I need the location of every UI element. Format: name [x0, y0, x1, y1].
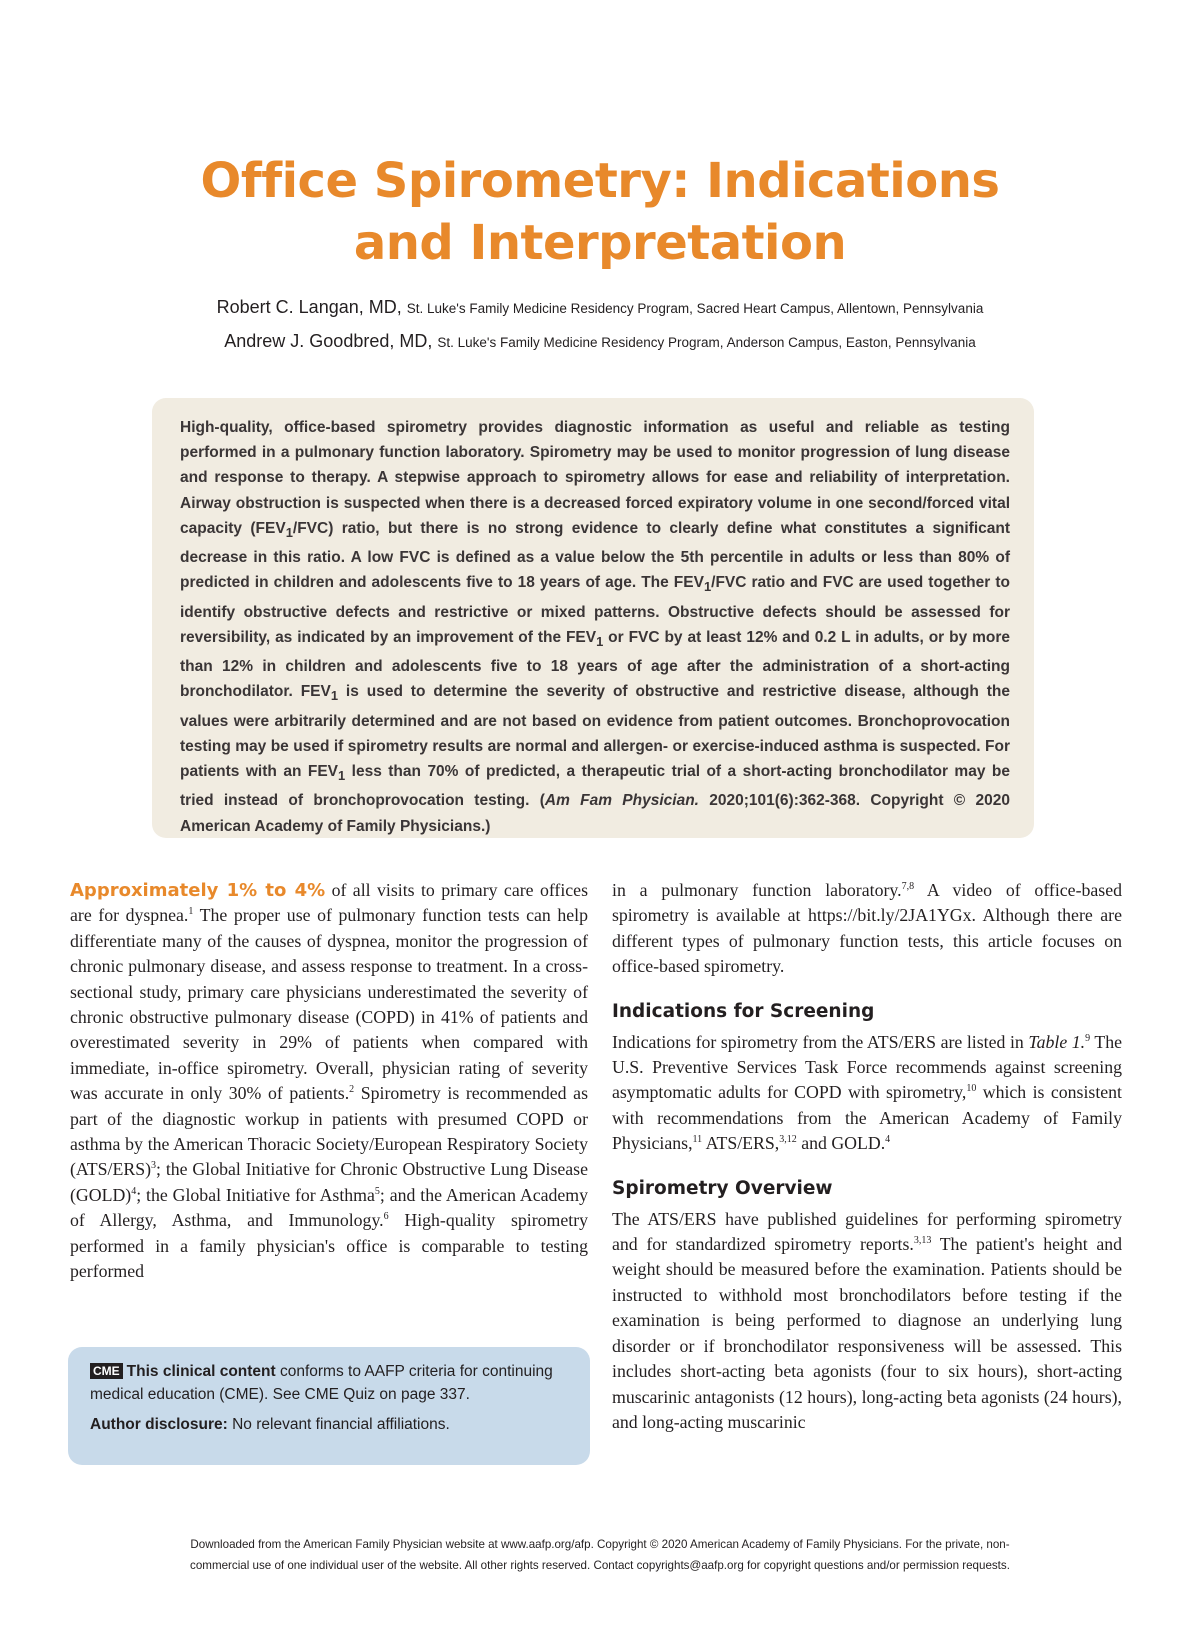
- reference: 4: [885, 1134, 891, 1146]
- abstract-part: is used to determine the severity of obstructive and restrictive disease, although the values were arbitrarily determined and are not based on evidence from patient outcomes. Bronchoprovocation testing may be used if spirometry results are normal and allergen- or exercise-induced asthma is suspected. For patients with an FEV: [180, 683, 1010, 781]
- reference: 5: [374, 1185, 380, 1197]
- subscript: 1: [338, 768, 346, 784]
- text-run: and GOLD.: [796, 1133, 886, 1154]
- reference: 11: [692, 1134, 703, 1146]
- author-1-affiliation: St. Luke's Family Medicine Residency Program, Sacred Heart Campus, Allentown, Pennsylvania: [406, 301, 984, 316]
- cme-bold: This clinical content: [126, 1363, 276, 1380]
- reference: 3,12: [779, 1134, 797, 1146]
- text-run: of all visits to primary care offices are for dyspnea.: [70, 880, 588, 926]
- body-column-right: [612, 878, 1122, 1435]
- reference: 9: [1085, 1032, 1091, 1044]
- citation-rest: 2020;101(6):362-368. Copyright © 2020 American Academy of Family Physicians.): [180, 792, 1010, 835]
- abstract-part: less than 70% of predicted, a therapeutic trial of a short-acting bronchodilator may be tried instead of bronchoprovocation testing. (: [180, 763, 1010, 810]
- section-heading-indications: Indications for Screening: [612, 1000, 875, 1022]
- text-run: ; the Global Initiative for Asthma: [136, 1184, 375, 1205]
- reference: 2: [349, 1084, 355, 1096]
- cme-statement: [90, 1361, 570, 1406]
- text-run: A video of office-based spirometry is available at https://bit.ly/2JA1YGx. Although there are different types of pulmonary function tests, this article focuses on office-based spirometry.: [612, 880, 1122, 977]
- disclosure-text: No relevant financial affiliations.: [227, 1416, 450, 1433]
- reference: 3: [151, 1160, 157, 1172]
- text-run: The ATS/ERS have published guidelines for performing spirometry and for standardized spirometry reports.: [612, 1208, 1122, 1255]
- cme-text: [90, 1361, 570, 1437]
- author-1: [0, 297, 1200, 318]
- title-line-2: and Interpretation: [353, 215, 847, 271]
- cme-box: [68, 1347, 590, 1465]
- body-paragraph: [612, 1207, 1122, 1436]
- subscript: 1: [596, 633, 604, 649]
- reference: 6: [383, 1211, 389, 1223]
- author-disclosure: [90, 1414, 570, 1437]
- text-run: Indications for spirometry from the ATS/ERS are listed in: [612, 1031, 1029, 1052]
- reference: 10: [966, 1083, 977, 1095]
- table-reference[interactable]: Table 1.: [1028, 1031, 1086, 1052]
- text-run: Spirometry is recommended as part of the diagnostic workup in patients with presumed COPD or asthma by the American Thoracic Society/European Respiratory Society (ATS/ERS): [70, 1083, 588, 1180]
- text-run: ; the Global Initiative for Chronic Obstructive Lung Disease (GOLD): [70, 1159, 588, 1205]
- footer-line-1: Downloaded from the American Family Physician website at www.aafp.org/afp. Copyright © 2020 American Academy of Family Physicians. For the private, non-: [190, 1538, 1010, 1551]
- abstract-box: [152, 398, 1034, 838]
- text-run: High-quality spirometry performed in a family physician's office is comparable to testing performed: [70, 1210, 588, 1282]
- reference: 3,13: [913, 1235, 932, 1247]
- reference: 1: [188, 906, 194, 918]
- body-paragraph: [612, 1030, 1122, 1157]
- body-paragraph: [70, 878, 588, 1285]
- abstract-part: or FVC by at least 12% and 0.2 L in adults, or by more than 12% in children and adolescents five to 18 years of age after the administration of a short-acting bronchodilator. FEV: [180, 628, 1010, 701]
- text-run: The patient's height and weight should be measured before the examination. Patients should be instructed to withhold most bronchodilators before testing if the examination is being performed to diagnose an underlying lung disorder or if bronchodilator responsiveness will be assessed. This includes short-acting beta agonists (four to six hours), short-acting muscarinic antagonists (12 hours), long-acting beta agonists (24 hours), and long-acting muscarinic: [612, 1234, 1123, 1432]
- author-2-affiliation: St. Luke's Family Medicine Residency Program, Anderson Campus, Easton, Pennsylvania: [437, 335, 976, 350]
- author-2-name: Andrew J. Goodbred, MD,: [224, 331, 433, 351]
- reference: 4: [131, 1185, 137, 1197]
- subscript: 1: [703, 579, 712, 595]
- text-run: The proper use of pulmonary function tests can help differentiate many of the causes of dyspnea, monitor the progression of chronic pulmonary disease, and assess response to treatment. In a cross-sectional study, primary care physicians underestimated the severity of chronic obstructive pulmonary disease (COPD) in 41% of patients and overestimated severity in 29% of patients when compared with immediate, in-office spirometry. Overall, physician rating of severity was accurate in only 30% of patients.: [70, 905, 589, 1104]
- author-2: [0, 331, 1200, 352]
- disclosure-label: Author disclosure:: [90, 1416, 228, 1433]
- subscript: 1: [285, 524, 293, 540]
- text-run: ATS/ERS,: [702, 1133, 780, 1154]
- footer-line-2: commercial use of one individual user of the website. All other rights reserved. Contact copyrights@aafp.org for copyright questions and/or permission requests.: [190, 1559, 1010, 1572]
- abstract-text: [180, 415, 1010, 839]
- lead-in: Approximately 1% to 4%: [70, 880, 326, 901]
- body-column-left: [70, 878, 588, 1285]
- text-run: The U.S. Preventive Services Task Force recommends against screening asymptomatic adults for COPD with spirometry,: [612, 1031, 1122, 1103]
- citation-journal: Am Fam Physician.: [544, 792, 699, 810]
- text-run: in a pulmonary function laboratory.: [612, 880, 902, 900]
- title-line-1: Office Spirometry: Indications: [200, 153, 1000, 209]
- text-run: ; and the American Academy of Allergy, Asthma, and Immunology.: [70, 1184, 588, 1231]
- subscript: 1: [330, 688, 339, 704]
- cme-body: conforms to AAFP criteria for continuing medical education (CME). See CME Quiz on page 337.: [90, 1363, 553, 1403]
- body-paragraph: [612, 878, 1122, 980]
- section-heading-overview: Spirometry Overview: [612, 1177, 833, 1199]
- abstract-part: /FVC) ratio, but there is no strong evidence to clearly define what constitutes a significant decrease in this ratio. A low FVC is defined as a value below the 5th percentile in adults or less than 80% of predicted in children and adolescents five to 18 years of age. The FEV: [180, 519, 1011, 592]
- author-1-name: Robert C. Langan, MD,: [216, 297, 402, 317]
- text-run: which is consistent with recommendations from the American Academy of Family Physicians,: [612, 1082, 1122, 1154]
- reference: 7,8: [901, 881, 915, 893]
- abstract-part: /FVC ratio and FVC are used together to identify obstructive defects and restrictive or mixed patterns. Obstructive defects should be assessed for reversibility, as indicated by an improvement of the FEV: [180, 574, 1010, 646]
- article-title: [0, 150, 1200, 274]
- abstract-part: High-quality, office-based spirometry provides diagnostic information as useful and reliable as testing performed in a pulmonary function laboratory. Spirometry may be used to monitor progression of lung disease and response to therapy. A stepwise approach to spirometry allows for ease and reliability of interpretation. Airway obstruction is suspected when there is a decreased forced expiratory volume in one second/forced vital capacity (FEV: [180, 419, 1010, 537]
- cme-badge: CME: [90, 1363, 123, 1379]
